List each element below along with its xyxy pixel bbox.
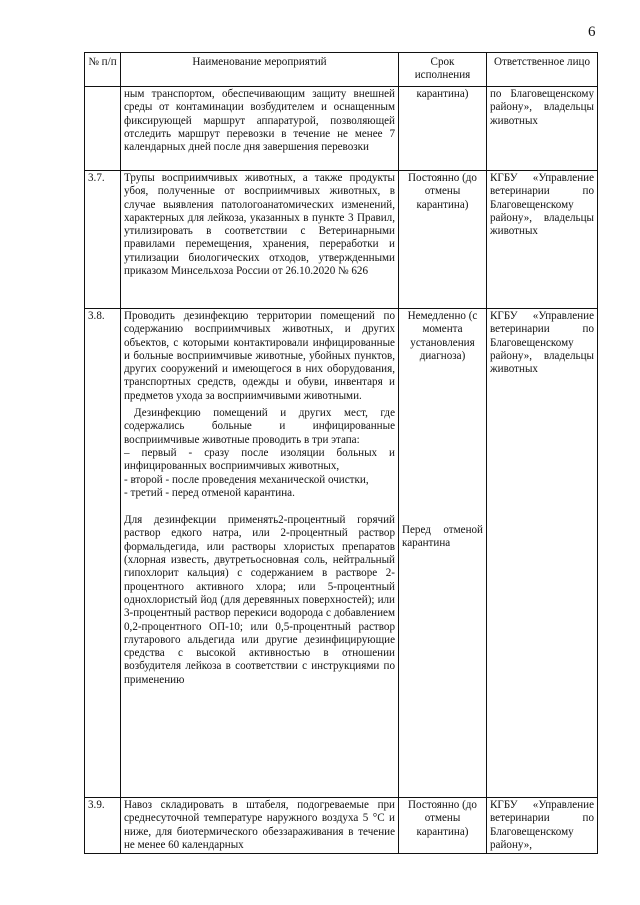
row-term: Немедленно (с момента установления диагноза) [407,310,478,362]
row-responsible: КГБУ «Управление ветеринарии по Благовещенскому району», владельцы животных [487,309,598,798]
row-term: Постоянно (до отмены карантина) [399,798,487,854]
row-number [85,87,121,171]
row-term-cell [399,309,487,798]
row-responsible: по Благовещенскому району», владельцы животных [487,87,598,171]
measure-stage: – первый - сразу после изоляции больных и инфицированных восприимчивых животных, [124,446,395,473]
row-responsible: КГБУ «Управление ветеринарии по Благовещенскому району», владельцы животных [487,171,598,309]
row-number: 3.8. [85,309,121,798]
row-responsible: КГБУ «Управление ветеринарии по Благовещенскому району», [487,798,598,854]
row-measure-text: Навоз складировать в штабеля, подогреваемые при среднесуточной температуре наружного воздуха 5 °С и ниже, для биотермического обеззараживания в течение не менее 60 календарных [121,798,399,854]
header-term: Срок исполнения [399,53,487,87]
header-number: № п/п [85,53,121,87]
row-measure-text: ным транспортом, обеспечивающим защиту внешней среды от контаминации возбудителем и оснащенным фиксирующей маршрут аппаратурой, позволяющей отследить маршрут перевозки в течение не менее 7 календарных дней после дня завершения перевозки [121,87,399,171]
header-responsible: Ответственное лицо [487,53,598,87]
page-number: 6 [588,24,596,40]
spacer [402,363,483,524]
table-row [85,309,598,798]
measure-stage: - третий - перед отменой карантина. [124,486,295,499]
row-number: 3.9. [85,798,121,854]
measure-paragraph: Проводить дезинфекцию территории помещений по содержанию восприимчивых животных, и других объектов, с которыми контактировали инфицированные и больные восприимчивые животные, убойных пунктов, других сооружений и имеющегося в них оборудования, транспортных средств, одежды и обуви, инвентаря и предметов ухода за восприимчивыми животными. [124,310,395,402]
table-row [85,171,598,309]
measure-stage: - второй - после проведения механической очистки, [124,473,369,486]
spacer [124,500,395,514]
table-header-row [85,53,598,87]
row-measure-text: Трупы восприимчивых животных, а также продукты убоя, полученные от восприимчивых животных, в случае выявления патологоанатомических изменений, характерных для лейкоза, указанных в пункте 3 Правил, утилизировать в соответствии с Ветеринарными правилами перемещения, хранения, переработки и утилизации биологических отходов, утвержденными приказом Минсельхоза России от 26.10.2020 № 626 [121,171,399,309]
measures-table [84,52,598,854]
table-row [85,87,598,171]
row-number: 3.7. [85,171,121,309]
header-measures: Наименование мероприятий [121,53,399,87]
measure-paragraph: Дезинфекцию помещений и других мест, где содержались больные и инфицированные восприимчивые животные проводить в три этапа: [124,407,395,446]
row-term: Постоянно (до отмены карантина) [399,171,487,309]
row-term: карантина) [399,87,487,171]
measure-paragraph: Для дезинфекции применять2-процентный горячий раствор едкого натра, или 2-процентный раствор формальдегида, или растворы хлористых препаратов (хлорная известь, двутретьосновная соль, нейтральный гипохлорит кальция) с содержанием в растворе 2-процентного активного хлора; или 5-процентный однохлористый йод (для деревянных поверхностей); или 3-процентный раствор перекиси водорода с добавлением 0,2-процентного ОП-10; или 0,5-процентный раствор глутарового альдегида или другие дезинфицирующие средства с высокой активностью в отношении возбудителя лейкоза в соответствии с инструкциями по применению [124,514,395,686]
row-measure-cell [121,309,399,798]
table-row [85,798,598,854]
row-term: Перед отменой карантина [402,524,483,550]
